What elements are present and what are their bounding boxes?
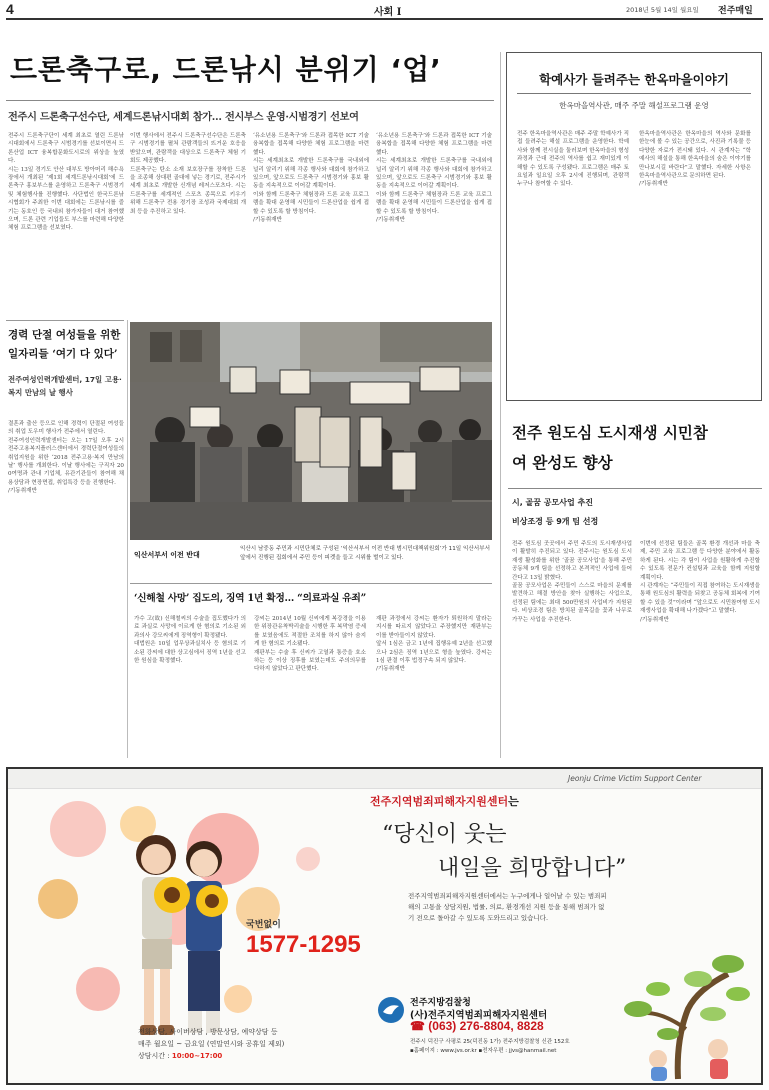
side-story-body: 결혼과 출산 등으로 인해 경력이 단절된 여성들의 취업 도우미 행사가 전주에서 열린다. 전주여성인력개발센터는 오는 17일 오후 2시 전주고용복지플러스센터에서 경력단절여성들의 취업지원을 위한 ‘2018 전주고용·복지 만남의 날’ 행사를 개최한다. 이날 행사에는 구직자 200여명과 관내 기업체, 유관기관들이 참여해 채용상담과 현장면접, 취업특강 등을 진행한다. /기동취재반: [8, 421, 124, 495]
side-story-subhead: 전주여성인력개발센터, 17일 고용·복지 만남의 날 행사: [8, 375, 122, 397]
section-title: 사회 Ⅰ: [374, 7, 402, 18]
column-separator: [127, 320, 128, 758]
ad-hotline-label: 국번없이: [246, 920, 281, 930]
readers-column-col2: 한옥마을역사관은 한옥마을의 역사와 문화를 한눈에 볼 수 있는 공간으로, 사진과 기록물 등 다양한 자료가 전시돼 있다. 시 관계자는 “학예사의 해설을 통해 한옥마을의 숨은 이야기를 만나보시길 바란다”고 말했다. 자세한 사항은 한옥마을역사관으로 문의하면 된다. /기동취재반: [639, 131, 751, 188]
ad-slogan-line1: “당신이 웃는: [382, 822, 507, 847]
ad-office-line1: 전주지방검찰청: [410, 998, 471, 1008]
ad-hours-label: 상담시간 :: [138, 1052, 170, 1060]
advertisement: [6, 767, 763, 1085]
lead-body-col3: ‘유소년용 드론축구’와 드론과 접목한 ICT 기술 융복합을 접목해 다양한 체험 프로그램을 마련했다. 시는 세계최초로 개발한 드론축구를 국내외에 널리 알리기 위해 각종 행사와 대회에 참가하고 있으며, 앞으로도 드론축구 시범경기와 홍보 활동을 지속적으로 이어갈 계획이다. 이와 함께 드론축구 체험장과 드론 교육 프로그램을 확대 운영해 시민들이 드론산업을 쉽게 접할 수 있도록 할 방침이다. /기동취재반: [253, 133, 369, 224]
column-separator: [500, 52, 501, 758]
ad-org-name: 전주지역범죄피해자지원센터: [370, 795, 509, 808]
lead-subhead: 전주시 드론축구선수단, 세계드론낚시대회 참가… 전시부스 운영·시범경기 선보여: [8, 111, 359, 123]
photo-sign-caption: 익산서부서 이전 반대: [134, 551, 200, 559]
page-header: [6, 0, 763, 18]
bottom-story-col2: 강씨는 2014년 10월 신씨에게 복강경을 이용한 위장관유착박리술을 시행한 후 복막염 증세를 보였음에도 적절한 조치를 하지 않아 숨지게 한 혐의로 기소됐다. 재판부는 수술 후 신씨가 고열과 통증을 호소하는 등 이상 징후를 보였는데도 주의의무를 다하지 않았다고 판단했다.: [254, 616, 366, 673]
ad-english-title: Jeonju Crime Victim Support Center: [568, 774, 702, 783]
lead-headline: 드론축구로, 드론낚시 분위기 ‘업’: [10, 53, 442, 86]
lead-body-col2: 이번 행사에서 전주시 드론축구선수단은 드론축구 시범경기를 펼쳐 관람객들의 뜨거운 호응을 받았으며, 관람객을 대상으로 드론축구 체험 기회도 제공했다. 드론축구는 탄소 소재 보호장구를 장착한 드론을 조종해 상대편 골대에 넣는 경기로, 전주시가 세계 최초로 개발한 신개념 레저스포츠다. 시는 드론축구를 세계적인 스포츠 종목으로 키우기 위해 드론축구 전용 경기장 조성과 국제대회 개최 등을 추진하고 있다.: [130, 133, 246, 215]
ad-address: 전주시 덕진구 사평로 25(덕진동 1가) 전주지방검찰청 신관 152호: [410, 1039, 570, 1045]
protest-photo-illustration: [130, 322, 492, 540]
ad-description: 전주지역범죄피해자지원센터에서는 누구에게나 일어날 수 있는 범죄피해의 고통을 상담지원, 법률, 의료, 환경개선 지원 등을 통해 범죄가 없기 전으로 돌아갈 수 있도록 도와드리고 있습니다.: [408, 892, 607, 922]
readers-column-byline: 한옥마을역사관, 매주 주말 해설프로그램 운영: [559, 101, 709, 110]
newspaper-name: 전주매일: [718, 6, 753, 16]
ad-org-line: [370, 793, 519, 809]
bottom-story-col1: 가수 고(故) 신해철씨의 수술을 집도했다가 의료 과실로 사망에 이르게 한 혐의로 기소된 외과의사 강모씨에게 징역형이 확정됐다. 대법원은 10일 업무상과실치사 등 혐의로 기소된 강씨에 대한 상고심에서 징역 1년을 선고한 원심을 확정했다.: [134, 616, 246, 665]
ad-logo: [378, 997, 404, 1023]
bottom-story-headline: ‘신해철 사망’ 집도의, 징역 1년 확정… “의료과실 유죄”: [134, 593, 366, 604]
main-story-col2: 이번에 선정된 팀들은 골목 환경 개선과 마을 축제, 주민 교육 프로그램 등 다양한 분야에서 활동하게 된다. 시는 각 팀이 사업을 원활하게 추진할 수 있도록 전문가 컨설팅과 교육을 함께 지원할 계획이다. 시 관계자는 “주민들이 직접 참여하는 도시재생을 통해 원도심의 활력을 되찾고 공동체 회복에 기여할 수 있을 것”이라며 “앞으로도 시민참여형 도시재생사업을 확대해 나가겠다”고 말했다. /기동취재반: [640, 541, 760, 623]
ad-services-line2: 매주 월요일 ~ 금요일 (연말연시와 공휴일 제외): [138, 1040, 285, 1048]
lead-body-col4: ‘유소년용 드론축구’와 드론과 접목한 ICT 기술 융복합을 접목해 다양한 체험 프로그램을 마련했다. 시는 세계최초로 개발한 드론축구를 국내외에 널리 알리기 위해 각종 행사와 대회에 참가하고 있으며, 앞으로도 드론축구 시범경기와 홍보 활동을 지속적으로 이어갈 계획이다. 이와 함께 드론축구 체험장과 드론 교육 프로그램을 확대 운영해 시민들이 드론산업을 쉽게 접할 수 있도록 할 방침이다. /기동취재반: [376, 133, 492, 224]
ad-homepage[interactable]: ▪홈페이지 : www.jvs.or.kr ▪전자우편 : jjvs@hanmail.net: [410, 1048, 557, 1054]
main-story-subhead-2: 비상조경 등 9개 팀 선정: [512, 517, 599, 526]
ad-services-line1: 전화상담, 사이버상담 , 방문상담, 예약상담 등: [138, 1028, 278, 1036]
ad-phone[interactable]: ☎ (063) 276-8804, 8828: [410, 1019, 544, 1033]
bottom-story-col3: 재판 과정에서 강씨는 환자가 퇴원하지 말라는 지시를 따르지 않았다고 주장했지만 재판부는 이를 받아들이지 않았다. 앞서 1심은 금고 1년에 집행유예 2년을 선고했으나 2심은 징역 1년으로 형을 높였다. 강씨는 1심 판결 이후 법정구속 되지 않았다. /기동취재반: [376, 616, 492, 673]
photo-caption: 익산시 남중동 주민과 시민단체로 구성된 ‘익산서부서 이전 반대 범시민대책위원회’가 11일 익산서부서 앞에서 진행된 집회에서 주민 등이 피켓을 들고 시위를 벌이고 있다.: [240, 546, 491, 561]
dove-logo-icon: [378, 997, 404, 1023]
main-story-headline: 전주 원도심 도시재생 시민참여 완성도 향상: [512, 423, 708, 472]
ad-slogan-line2: 내일을 희망합니다”: [438, 856, 627, 881]
tree-illustration: [598, 919, 763, 1084]
header-rule: [6, 18, 763, 20]
lead-headline-rule: [6, 100, 494, 101]
lead-body-col1: 전주시 드론축구단이 세계 최초로 열린 드론낚시대회에서 드론축구 시범경기를 선보이면서 드론산업 ICT 융복합문화도시로의 위상을 높였다. 시는 13일 경기도 안산 대부도 방아머리 해수욕장에서 개최된 ‘제1회 세계드론낚시대회’에 드론축구 홍보부스를 운영하고 드론축구 시범경기 및 체험행사를 진행했다. 사단법인 한국드론낚시협회가 주최한 이번 대회에는 드론낚시를 즐기는 동호인 등 국내외 참가자들이 대거 참여했으며, 드론 관련 기업들도 부스를 마련해 다양한 체험 프로그램을 선보였다.: [8, 133, 124, 232]
ad-hours-value: 10:00~17:00: [171, 1052, 223, 1060]
readers-column-box: [506, 52, 762, 401]
page-number: 4: [6, 1, 14, 17]
readers-column-divider: [517, 93, 751, 94]
news-photo: [130, 322, 492, 540]
main-story-col1: 전주 원도심 곳곳에서 주민 주도의 도시재생사업이 활발히 추진되고 있다. 전주시는 원도심 도시재생 활성화를 위한 ‘골꿈 공모사업’을 통해 주민 공동체 9개 팀을 선정하고 본격적인 사업에 들어간다고 13일 밝혔다. 골꿈 공모사업은 주민들이 스스로 마을의 문제를 발견하고 해결 방안을 찾아 실행하는 사업으로, 선정된 팀에는 최대 500만원의 사업비가 지원된다. 비상조경 팀은 방치된 골목길을 꽃과 나무로 가꾸는 사업을 추진한다.: [512, 541, 632, 623]
ad-hotline-number[interactable]: 1577-1295: [246, 931, 361, 958]
ad-org-suffix: 는: [508, 795, 519, 808]
main-story-subhead-1: 시, 골꿈 공모사업 추진: [512, 498, 593, 507]
ad-office-line2: (사)전주지역범죄피해자지원센터: [410, 1010, 548, 1021]
main-story-rule: [508, 488, 762, 489]
side-story-rule: [6, 320, 124, 321]
side-story-headline: 경력 단절 여성들을 위한 일자리들 ‘여기 다 있다’: [8, 329, 121, 360]
issue-date: 2018년 5월 14일 월요일: [626, 6, 699, 14]
readers-column-col1: 전주 한옥마을역사관은 매주 주말 학예사가 직접 들려주는 해설 프로그램을 운영한다. 학예사와 함께 전시실을 둘러보며 한옥마을의 형성 과정과 근대 전주의 역사를 쉽고 재미있게 이해할 수 있도록 구성됐다. 프로그램은 매주 토요일과 일요일 오후 2시에 진행되며, 관람객 누구나 참여할 수 있다.: [517, 131, 629, 188]
readers-column-title: 학예사가 들려주는 한옥마을이야기: [539, 72, 729, 87]
bottom-story-rule: [130, 583, 492, 584]
ad-hours: [138, 1051, 222, 1061]
